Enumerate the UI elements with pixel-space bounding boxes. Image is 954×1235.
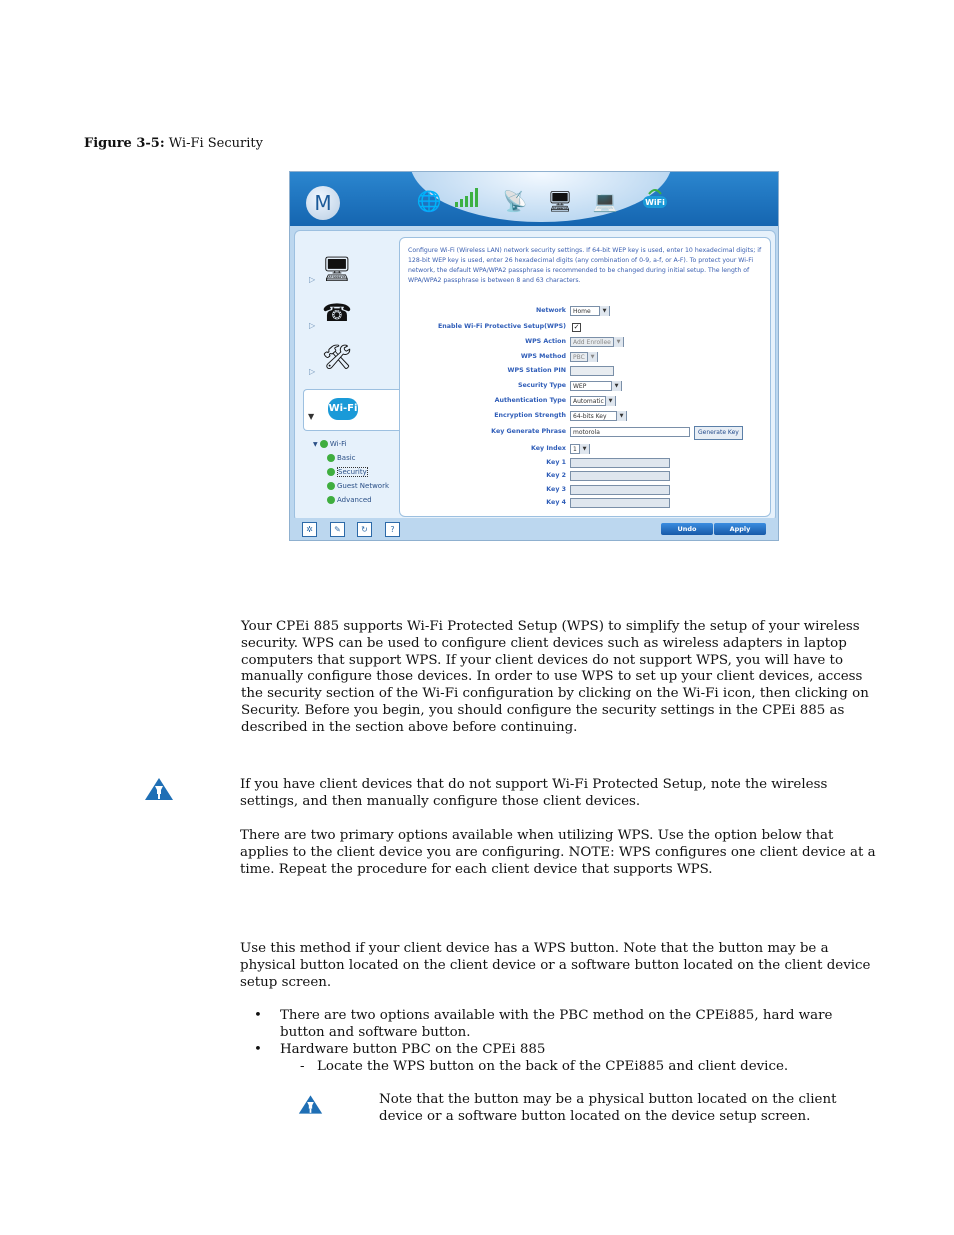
pbc-method-paragraph: Use this method if your client device has a WPS button. Note that the button may be a physical button located on the client device or a software button located on the client device setup screen.	[240, 941, 871, 990]
wifi-tree-menu	[313, 437, 389, 507]
collapse-arrow-icon[interactable]: ▼	[308, 412, 315, 421]
wps-pin-input[interactable]	[570, 366, 614, 376]
refresh-icon[interactable]: ↻	[357, 522, 372, 537]
security-type-row: Security Type WEP ▼	[400, 381, 770, 393]
antenna-icon[interactable]: 📡	[502, 189, 528, 213]
key4-row: Key 4	[400, 498, 770, 510]
wps-method-row: WPS Method PBC ▼	[400, 352, 770, 364]
side-computer-icon[interactable]: 🖥	[321, 255, 353, 283]
wireless-device-icon[interactable]: 💻	[592, 189, 618, 213]
help-icon[interactable]: ?	[385, 522, 400, 537]
side-wifi-tab[interactable]	[303, 389, 400, 431]
expand-arrow-icon[interactable]: ▷	[309, 275, 316, 284]
network-row: Network Home ▼	[400, 306, 770, 318]
apply-button[interactable]: Apply	[714, 523, 766, 535]
enc-strength-row: Encryption Strength 64-bits Key ▼	[400, 411, 770, 423]
wifi-icon[interactable]	[640, 186, 670, 216]
key2-input[interactable]	[570, 471, 670, 481]
tree-root-wifi[interactable]: ▼ Wi-Fi	[313, 440, 347, 448]
key-index-select[interactable]: 1 ▼	[570, 444, 590, 454]
tree-item-basic[interactable]: Basic	[313, 451, 389, 465]
key1-row: Key 1	[400, 458, 770, 470]
computer-icon[interactable]: 🖥	[547, 189, 573, 213]
side-tools-icon[interactable]: 🛠	[321, 343, 353, 371]
key3-row: Key 3	[400, 485, 770, 497]
motorola-logo: M	[306, 186, 340, 220]
bottom-toolbar	[290, 518, 778, 540]
wps-action-row: WPS Action Add Enrollee ▼	[400, 337, 770, 349]
note-pin-icon	[144, 777, 174, 801]
security-settings-form	[399, 237, 771, 517]
signal-bars-icon[interactable]	[453, 186, 483, 216]
tree-dot-icon	[320, 440, 328, 448]
wifi-badge-icon: Wi-Fi	[328, 398, 358, 420]
nav-dome	[410, 171, 672, 222]
network-select[interactable]: Home ▼	[570, 306, 610, 316]
key4-input[interactable]	[570, 498, 670, 508]
enc-strength-select[interactable]: 64-bits Key ▼	[570, 411, 627, 421]
key-phrase-input[interactable]: motorola	[570, 427, 690, 437]
note-pin-icon	[298, 1094, 323, 1115]
bullet-pbc-options: There are two options available with the PBC method on the CPEi885, hard ware button and software button.	[280, 1008, 833, 1040]
wps-enable-checkbox[interactable]: ✓	[573, 323, 580, 331]
tree-dot-icon	[327, 496, 335, 504]
router-ui-screenshot	[289, 171, 779, 541]
security-description: Configure Wi-Fi (Wireless LAN) network security settings. If 64-bit WEP key is used, enter 10 hexadecimal digits; if 128-bit WEP key is used, enter 26 hexadecimal digits (any combination of 0-9, a-f, or A-F). To protect your Wi-Fi network, the default WPA/WPA2 passphrase is recommended to be changed during initial setup. The length of WPA/WPA2 passphrase is between 8 and 63 characters.	[408, 247, 762, 284]
note-no-wps-support: If you have client devices that do not support Wi-Fi Protected Setup, note the wireless settings, and then manually configure those client devices.	[240, 777, 828, 809]
tree-item-security[interactable]: Security	[313, 465, 389, 479]
tree-dot-icon	[327, 454, 335, 462]
main-panel	[294, 230, 776, 522]
wps-intro-paragraph: Your CPEi 885 supports Wi-Fi Protected Setup (WPS) to simplify the setup of your wireless security. WPS can be used to configure client devices such as wireless adapters in laptop computers that support WPS. If your client devices do not support WPS, you will have to manually configure those devices. In order to use WPS to set up your client devices, access the security section of the Wi-Fi configuration by clicking on the Wi-Fi icon, then clicking on Security. Before you begin, you should configure the security settings in the CPEi 885 as described in the section above before continuing.	[241, 619, 869, 735]
security-type-select[interactable]: WEP ▼	[570, 381, 622, 391]
key-phrase-row: Key Generate Phrase motorola Generate Key	[400, 427, 770, 439]
settings-icon[interactable]: ✲	[302, 522, 317, 537]
undo-button[interactable]: Undo	[661, 523, 713, 535]
bullet-mark: •	[254, 1042, 262, 1057]
tree-dot-icon	[327, 482, 335, 490]
edit-icon[interactable]: ✎	[330, 522, 345, 537]
expand-arrow-icon[interactable]: ▷	[309, 321, 316, 330]
sub-locate-wps-button: Locate the WPS button on the back of the CPEi885 and client device.	[317, 1059, 789, 1074]
svg-text:WiFi: WiFi	[645, 198, 665, 207]
wps-enable-row: Enable Wi-Fi Protective Setup(WPS) ✓	[438, 323, 580, 331]
auth-type-row: Authentication Type Automatic ▼	[400, 396, 770, 408]
auth-type-select[interactable]: Automatic ▼	[570, 396, 616, 406]
top-navigation-bar	[290, 172, 778, 226]
note-button-location: Note that the button may be a physical button located on the client device or a software button located on the device setup screen.	[379, 1092, 837, 1124]
key3-input[interactable]	[570, 485, 670, 495]
figure-label: Figure 3-5:	[84, 136, 165, 151]
key1-input[interactable]	[570, 458, 670, 468]
dash-mark: -	[300, 1059, 305, 1074]
wps-pin-row: WPS Station PIN	[400, 366, 770, 378]
wps-options-paragraph: There are two primary options available when utilizing WPS. Use the option below that applies to the client device you are configuring. NOTE: WPS configures one client device at a time. Repeat the procedure for each client device that supports WPS.	[240, 828, 876, 877]
figure-title: Wi-Fi Security	[168, 136, 263, 151]
globe-icon[interactable]: 🌐	[416, 189, 442, 213]
key-index-row: Key Index 1 ▼	[400, 444, 770, 456]
figure-caption	[84, 136, 263, 151]
tree-item-advanced[interactable]: Advanced	[313, 493, 389, 507]
bullet-mark: •	[254, 1008, 262, 1023]
wps-method-select[interactable]: PBC ▼	[570, 352, 598, 362]
side-phone-icon[interactable]: ☎	[322, 299, 352, 327]
expand-arrow-icon[interactable]: ▷	[309, 367, 316, 376]
generate-key-button[interactable]: Generate Key	[694, 426, 743, 440]
tree-dot-icon	[327, 468, 335, 476]
key2-row: Key 2	[400, 471, 770, 483]
bullet-hardware-pbc: Hardware button PBC on the CPEi 885	[280, 1042, 546, 1057]
wps-action-select[interactable]: Add Enrollee ▼	[570, 337, 624, 347]
tree-item-guest-network[interactable]: Guest Network	[313, 479, 389, 493]
